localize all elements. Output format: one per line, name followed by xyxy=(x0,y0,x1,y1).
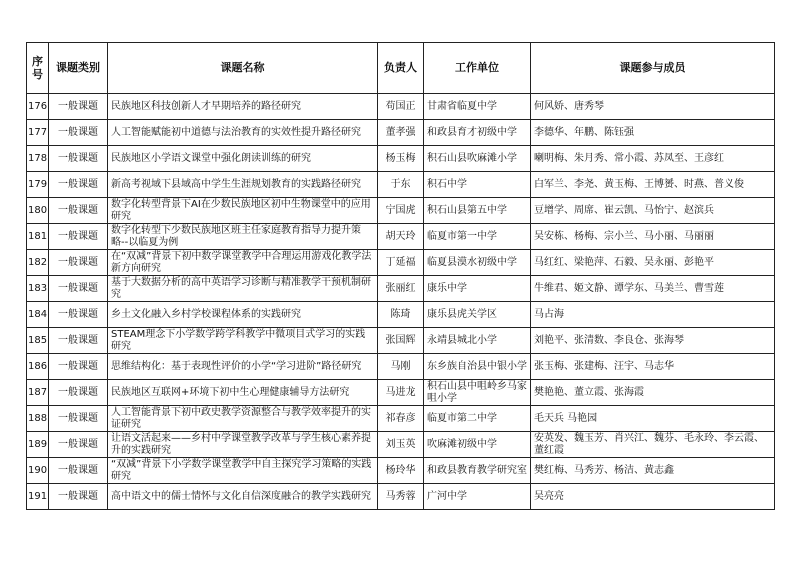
project-title: 新高考视域下县域高中学生生涯规划教育的实践路径研究 xyxy=(108,172,378,198)
project-owner: 杨玲华 xyxy=(378,458,424,484)
row-number: 179 xyxy=(27,172,49,198)
project-owner: 张国辉 xyxy=(378,328,424,354)
row-number: 191 xyxy=(27,484,49,510)
work-unit: 和政县教育教学研究室 xyxy=(424,458,531,484)
project-owner: 胡天玲 xyxy=(378,224,424,250)
project-title: 数字化转型下少数民族地区班主任家庭教育指导力提升策略--以临夏为例 xyxy=(108,224,378,250)
project-title: “双减”背景下小学数学课堂教学中自主探究学习策略的实践研究 xyxy=(108,458,378,484)
row-number: 183 xyxy=(27,276,49,302)
row-number: 187 xyxy=(27,380,49,406)
project-title: 数字化转型背景下AI在少数民族地区初中生物课堂中的应用研究 xyxy=(108,198,378,224)
project-members: 马红红、梁艳萍、石毅、吴永丽、彭艳平 xyxy=(531,250,775,276)
work-unit: 康乐县虎关学区 xyxy=(424,302,531,328)
table-row xyxy=(27,302,775,328)
project-owner: 马秀蓉 xyxy=(378,484,424,510)
work-unit: 永靖县城北小学 xyxy=(424,328,531,354)
project-title: 民族地区互联网+环境下初中生心理健康辅导方法研究 xyxy=(108,380,378,406)
table-row xyxy=(27,146,775,172)
work-unit: 临夏市第一中学 xyxy=(424,224,531,250)
project-title: 在“双减”背景下初中数学课堂教学中合理运用游戏化教学法新方向研究 xyxy=(108,250,378,276)
table-row xyxy=(27,198,775,224)
project-title: 人工智能背景下初中政史教学资源整合与教学效率提升的实证研究 xyxy=(108,406,378,432)
table-row xyxy=(27,380,775,406)
project-type: 一般课题 xyxy=(49,484,108,510)
project-members: 张玉梅、张建梅、汪宇、马志华 xyxy=(531,354,775,380)
project-type: 一般课题 xyxy=(49,224,108,250)
header-unit: 工作单位 xyxy=(424,43,531,94)
project-type: 一般课题 xyxy=(49,458,108,484)
project-owner: 于东 xyxy=(378,172,424,198)
header-no-line2: 号 xyxy=(32,68,43,81)
project-owner: 刘玉英 xyxy=(378,432,424,458)
table-row xyxy=(27,172,775,198)
project-members: 何风娇、唐秀琴 xyxy=(531,94,775,120)
work-unit: 吹麻滩初级中学 xyxy=(424,432,531,458)
work-unit: 康乐中学 xyxy=(424,276,531,302)
table-row xyxy=(27,328,775,354)
project-owner: 陈琦 xyxy=(378,302,424,328)
project-members: 喇明梅、朱月秀、常小霞、苏凤至、王彦红 xyxy=(531,146,775,172)
table-header-row xyxy=(27,43,775,94)
project-title: 民族地区科技创新人才早期培养的路径研究 xyxy=(108,94,378,120)
table-row xyxy=(27,120,775,146)
project-owner: 杨玉梅 xyxy=(378,146,424,172)
project-owner: 马刚 xyxy=(378,354,424,380)
project-title: 让语文活起来——乡村中学课堂教学改革与学生核心素养提升的实践研究 xyxy=(108,432,378,458)
project-title: STEAM理念下小学数学跨学科教学中微项目式学习的实践研究 xyxy=(108,328,378,354)
table-row xyxy=(27,276,775,302)
project-members: 马占海 xyxy=(531,302,775,328)
work-unit: 积石中学 xyxy=(424,172,531,198)
work-unit: 积石山县中咀岭乡马家咀小学 xyxy=(424,380,531,406)
work-unit: 临夏市第二中学 xyxy=(424,406,531,432)
project-members: 豆增学、周席、崔云凯、马怡宁、赵滨兵 xyxy=(531,198,775,224)
project-type: 一般课题 xyxy=(49,172,108,198)
project-members: 吴亮亮 xyxy=(531,484,775,510)
work-unit: 广河中学 xyxy=(424,484,531,510)
row-number: 189 xyxy=(27,432,49,458)
work-unit: 积石山县吹麻滩小学 xyxy=(424,146,531,172)
header-type: 课题类别 xyxy=(49,43,108,94)
project-title: 乡土文化融入乡村学校课程体系的实践研究 xyxy=(108,302,378,328)
project-members: 毛天兵 马艳园 xyxy=(531,406,775,432)
work-unit: 甘肃省临夏中学 xyxy=(424,94,531,120)
header-members: 课题参与成员 xyxy=(531,43,775,94)
table-row xyxy=(27,354,775,380)
project-owner: 丁延福 xyxy=(378,250,424,276)
project-type: 一般课题 xyxy=(49,354,108,380)
project-type: 一般课题 xyxy=(49,146,108,172)
project-owner: 宁国虎 xyxy=(378,198,424,224)
table-row xyxy=(27,484,775,510)
project-title: 基于大数据分析的高中英语学习诊断与精准教学干预机制研究 xyxy=(108,276,378,302)
table-row xyxy=(27,94,775,120)
row-number: 182 xyxy=(27,250,49,276)
project-type: 一般课题 xyxy=(49,328,108,354)
project-title: 思维结构化：基于表现性评价的小学“学习进阶”路径研究 xyxy=(108,354,378,380)
project-members: 刘艳平、张清数、李良仓、张海琴 xyxy=(531,328,775,354)
project-members: 樊艳艳、董立霞、张海霞 xyxy=(531,380,775,406)
table-row xyxy=(27,458,775,484)
project-type: 一般课题 xyxy=(49,276,108,302)
project-title: 人工智能赋能初中道德与法治教育的实效性提升路径研究 xyxy=(108,120,378,146)
work-unit: 和政县育才初级中学 xyxy=(424,120,531,146)
header-title: 课题名称 xyxy=(108,43,378,94)
project-type: 一般课题 xyxy=(49,94,108,120)
row-number: 178 xyxy=(27,146,49,172)
project-members: 吴安栋、杨梅、宗小兰、马小丽、马丽丽 xyxy=(531,224,775,250)
project-owner: 苟国正 xyxy=(378,94,424,120)
project-table xyxy=(26,42,775,510)
row-number: 181 xyxy=(27,224,49,250)
project-members: 安英发、魏玉芳、肖兴江、魏芬、毛永玲、李云霞、董红霞 xyxy=(531,432,775,458)
project-owner: 祁春彦 xyxy=(378,406,424,432)
row-number: 176 xyxy=(27,94,49,120)
project-type: 一般课题 xyxy=(49,406,108,432)
row-number: 184 xyxy=(27,302,49,328)
project-members: 李德华、年鹏、陈钰强 xyxy=(531,120,775,146)
table-row xyxy=(27,224,775,250)
header-owner: 负责人 xyxy=(378,43,424,94)
project-type: 一般课题 xyxy=(49,302,108,328)
project-type: 一般课题 xyxy=(49,250,108,276)
project-members: 牛维君、姬文静、谭学东、马美兰、曹雪莲 xyxy=(531,276,775,302)
row-number: 186 xyxy=(27,354,49,380)
work-unit: 东乡族自治县中银小学 xyxy=(424,354,531,380)
project-title: 民族地区小学语文课堂中强化朗读训练的研究 xyxy=(108,146,378,172)
project-type: 一般课题 xyxy=(49,432,108,458)
project-type: 一般课题 xyxy=(49,120,108,146)
header-no xyxy=(27,43,49,94)
row-number: 177 xyxy=(27,120,49,146)
table-row xyxy=(27,250,775,276)
row-number: 180 xyxy=(27,198,49,224)
row-number: 190 xyxy=(27,458,49,484)
table-row xyxy=(27,406,775,432)
row-number: 188 xyxy=(27,406,49,432)
project-title: 高中语文中的儒士情怀与文化自信深度融合的教学实践研究 xyxy=(108,484,378,510)
work-unit: 临夏县漠水初级中学 xyxy=(424,250,531,276)
project-owner: 张丽红 xyxy=(378,276,424,302)
table-row xyxy=(27,432,775,458)
header-no-line1: 序 xyxy=(32,55,43,68)
project-owner: 董孝强 xyxy=(378,120,424,146)
project-owner: 马进龙 xyxy=(378,380,424,406)
project-members: 白军兰、李尧、黄玉梅、王博赟、时燕、普义俊 xyxy=(531,172,775,198)
project-type: 一般课题 xyxy=(49,198,108,224)
project-type: 一般课题 xyxy=(49,380,108,406)
project-members: 樊红梅、马秀芳、杨洁、黄志鑫 xyxy=(531,458,775,484)
row-number: 185 xyxy=(27,328,49,354)
work-unit: 积石山县第五中学 xyxy=(424,198,531,224)
